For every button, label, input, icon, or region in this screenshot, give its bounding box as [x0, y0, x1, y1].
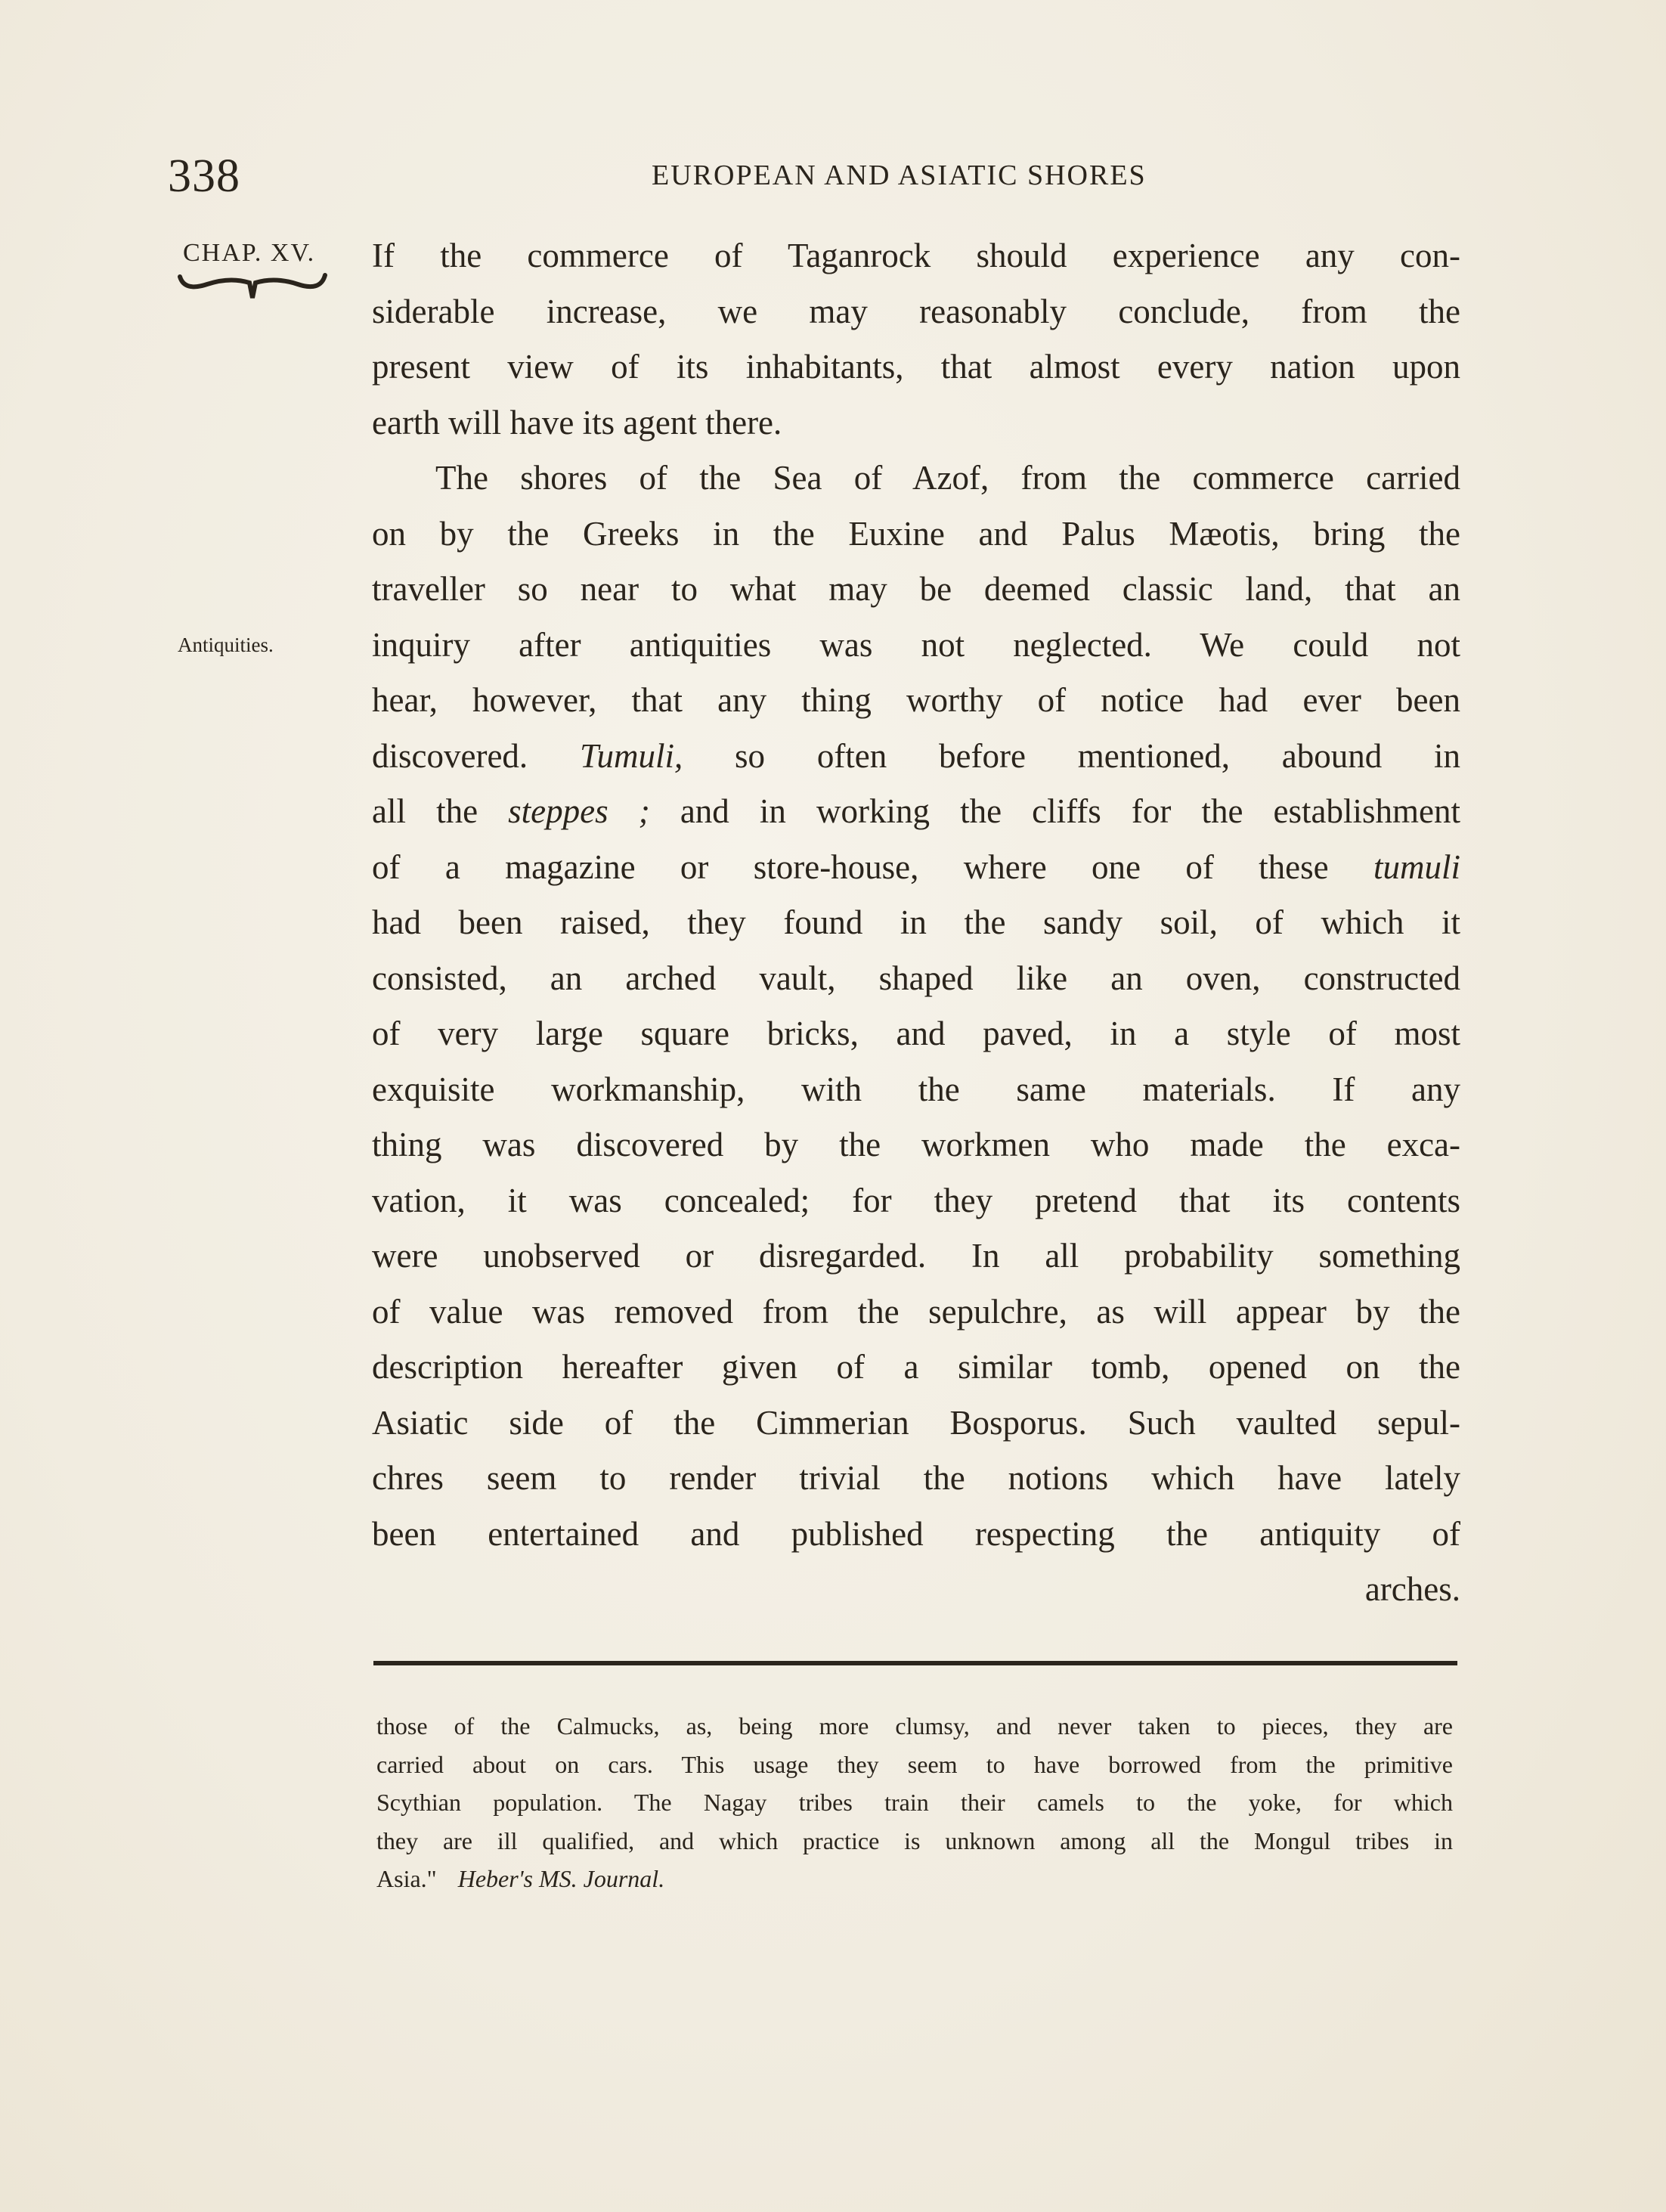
text-line: description hereafter given of a similar tomb, opened on the [372, 1348, 1460, 1386]
text-line: present view of its inhabitants, that almost every nation upon [372, 348, 1460, 386]
text-line: arches. [1364, 1570, 1460, 1608]
chapter-label: CHAP. XV. [183, 239, 316, 267]
text-line: of a magazine or store-house, where one of these tumuli [372, 847, 1460, 886]
brace-ornament-icon [177, 272, 328, 302]
text-line: all the steppes ; and in working the cliffs for the establishment [372, 792, 1460, 830]
footnote-line: Scythian population. The Nagay tribes train their camels to the yoke, for which [376, 1789, 1453, 1816]
footnote-line: they are ill qualified, and which practice is unknown among all the Mongul tribes in [376, 1826, 1453, 1854]
text-line: of very large square bricks, and paved, in a style of most [372, 1015, 1460, 1052]
text-line: The shores of the Sea of Azof, from the commerce carried [435, 459, 1460, 497]
text-line: were unobserved or disregarded. In all probability something [372, 1237, 1460, 1275]
footnote-line: carried about on cars. This usage they seem to have borrowed from the primitive [376, 1750, 1453, 1778]
text-line: exquisite workmanship, with the same materials. If any [372, 1070, 1460, 1108]
footnote [376, 1707, 1453, 1898]
text-line: thing was discovered by the workmen who made the exca- [372, 1126, 1460, 1163]
text-line: on by the Greeks in the Euxine and Palus Mæotis, bring the [372, 514, 1460, 553]
text-line: hear, however, that any thing worthy of notice had ever been [372, 681, 1460, 719]
text-line: consisted, an arched vault, shaped like an oven, constructed [372, 959, 1460, 997]
margin-note-antiquities: Antiquities. [178, 634, 274, 656]
text-line: had been raised, they found in the sandy soil, of which it [372, 903, 1460, 941]
text-line: discovered. Tumuli, so often before mentioned, abound in [372, 736, 1460, 775]
text-line: siderable increase, we may reasonably conclude, from the [372, 292, 1460, 330]
footnote-signature: Heber's MS. Journal. [457, 1865, 665, 1892]
text-line: vation, it was concealed; for they pretend that its contents [372, 1181, 1460, 1219]
running-head: EUROPEAN AND ASIATIC SHORES [652, 160, 1147, 191]
footnote-line: Asia." Heber's MS. Journal. [376, 1865, 665, 1892]
footnote-rule [373, 1661, 1457, 1665]
text-line: chres seem to render trivial the notions which have lately [372, 1459, 1460, 1497]
text-line: been entertained and published respecting the antiquity of [372, 1514, 1460, 1553]
text-line: inquiry after antiquities was not neglected. We could not [372, 625, 1460, 664]
text-line: traveller so near to what may be deemed classic land, that an [372, 570, 1460, 608]
text-line: earth will have its agent there. [372, 403, 782, 441]
text-line: If the commerce of Taganrock should experience any con- [372, 237, 1460, 274]
text-line: of value was removed from the sepulchre, as will appear by the [372, 1292, 1460, 1331]
body-text [372, 228, 1460, 1618]
footnote-line: those of the Calmucks, as, being more clumsy, and never taken to pieces, they are [376, 1712, 1453, 1740]
page-number: 338 [168, 150, 240, 202]
text-line: Asiatic side of the Cimmerian Bosporus. Such vaulted sepul- [372, 1403, 1460, 1442]
